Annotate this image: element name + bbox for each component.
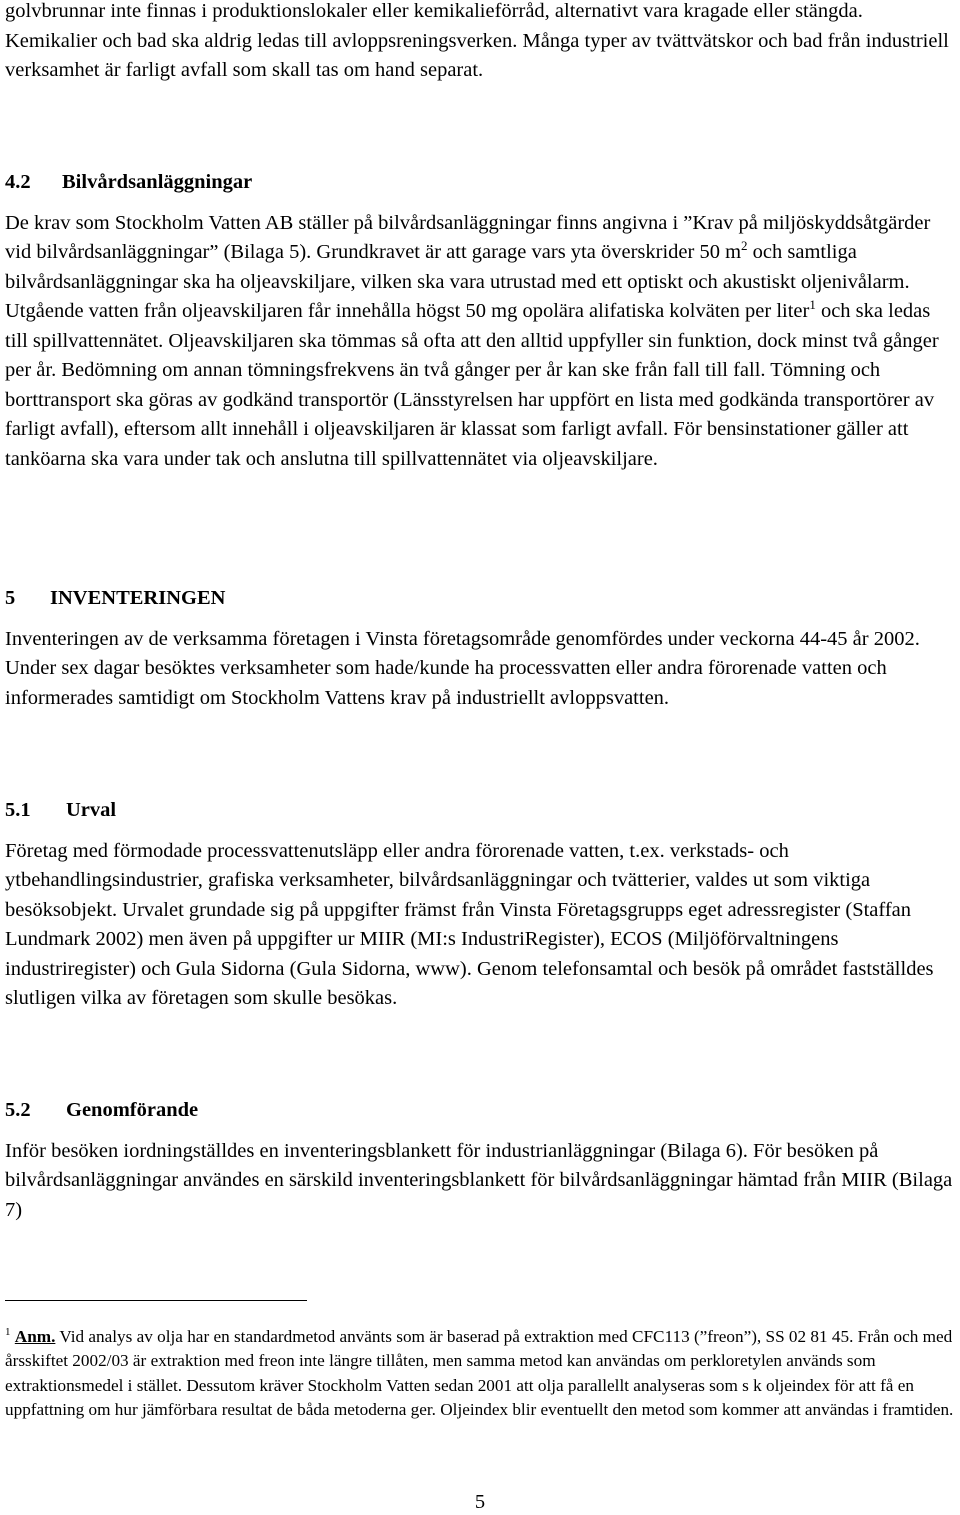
intro-paragraph: golvbrunnar inte finnas i produktionslokaler eller kemikalieförråd, alternativt vara kragade eller stängda. Kemikalier och bad ska aldrig ledas till avloppsreningsverken. Många typer av tvättvätskor och bad från industriell verksamhet är farligt avfall som skall tas om hand separat. xyxy=(5,0,949,81)
paragraph-text: och samtliga bilvårdsanläggningar ska ha oljeavskiljare, vilken ska vara utrustad med ett optiskt och akustiskt oljenivålarm. Utgående vatten från oljeavskiljaren får innehålla högst 50 mg opolära alifatiska kolväten per liter xyxy=(5,241,910,322)
section-number: 5 xyxy=(5,587,16,609)
section-heading xyxy=(5,1096,957,1126)
footnote-ref-1: 1 xyxy=(809,297,816,312)
section-title: Bilvårdsanläggningar xyxy=(62,171,253,193)
section-5 xyxy=(5,584,957,713)
section-paragraph xyxy=(5,209,957,475)
section-paragraph: Företag med förmodade processvattenutsläpp eller andra förorenade vatten, t.ex. verkstads- och ytbehandlingsindustrier, grafiska verksamheter, bilvårdsanläggningar och tvätterier, valdes ut som viktiga besöksobjekt. Urvalet grundade sig på uppgifter främst från Vinsta Företagsgrupps eget adressregister (Staffan Lundmark 2002) men även på uppgifter ur MIIR (MI:s IndustriRegister), ECOS (Miljöförvaltningens industriregister) och Gula Sidorna (Gula Sidorna, www). Genom telefonsamtal och besök på området fastställdes slutligen vilka av företagen som skulle besökas. xyxy=(5,839,934,1009)
section-title: Genomförande xyxy=(66,1099,199,1121)
section-number: 4.2 xyxy=(5,171,31,193)
section-5-1 xyxy=(5,796,957,1014)
section-number: 5.2 xyxy=(5,1099,31,1121)
footnote-marker: 1 xyxy=(5,1326,11,1338)
footnote-separator xyxy=(5,1300,307,1301)
section-5-2 xyxy=(5,1096,957,1225)
paragraph-text: och ska ledas till spillvattennätet. Oljeavskiljaren ska tömmas så ofta att den alltid uppfyller sin funktion, dock minst två gånger per år. Bedömning om annan tömningsfrekvens än två gånger per år kan ske från fall till fall. Tömning och borttransport ska göras av godkänd transportör (Länsstyrelsen har uppfört en lista med godkända transportörer av farligt avfall), eftersom allt innehåll i oljeavskiljaren är klassat som farligt avfall. För bensinstationer gäller att tanköarna ska vara under tak och anslutna till spillvattennätet via oljeavskiljare. xyxy=(5,300,939,470)
section-heading xyxy=(5,584,957,614)
section-paragraph: Inventeringen av de verksamma företagen i Vinsta företagsområde genomfördes under veckorna 44-45 år 2002. Under sex dagar besöktes verksamheter som hade/kunde ha processvatten eller andra förorenade vatten och informerades samtidigt om Stockholm Vattens krav på industriellt avloppsvatten. xyxy=(5,627,920,709)
section-title: INVENTERINGEN xyxy=(50,587,226,609)
footnote xyxy=(5,1325,960,1422)
paragraph-text: De krav som Stockholm Vatten AB ställer på bilvårdsanläggningar finns angivna i ”Krav på miljöskyddsåtgärder vid bilvårdsanläggningar” (Bilaga 5). Grundkravet är att garage vars yta överskrider 50 m xyxy=(5,211,931,263)
section-paragraph: Inför besöken iordningställdes en inventeringsblankett för industrianläggningar (Bilaga 6). För besöken på bilvårdsanläggningar användes en särskild inventeringsblankett för bilvårdsanläggningar hämtad från MIIR (Bilaga 7) xyxy=(5,1139,953,1221)
footnote-label: Anm. xyxy=(14,1327,56,1346)
section-4-2 xyxy=(5,168,957,474)
page-number: 5 xyxy=(474,1491,486,1513)
section-title: Urval xyxy=(66,799,117,821)
section-heading xyxy=(5,168,957,198)
superscript-2: 2 xyxy=(741,238,748,253)
section-heading xyxy=(5,796,957,826)
section-number: 5.1 xyxy=(5,799,31,821)
footnote-text: Vid analys av olja har en standardmetod använts som är baserad på extraktion med CFC113 (”freon”), SS 02 81 45. Från och med årsskiftet 2002/03 är extraktion med freon inte längre tillåten, men samma metod kan användas om perkloretylen används som extraktionsmedel i stället. Dessutom kräver Stockholm Vatten sedan 2001 att olja parallellt analyseras som s k oljeindex för att få en uppfattning om hur jämförbara resultat de båda metoderna ger. Oljeindex blir eventuellt den metod som kommer att användas i framtiden. xyxy=(5,1327,954,1419)
